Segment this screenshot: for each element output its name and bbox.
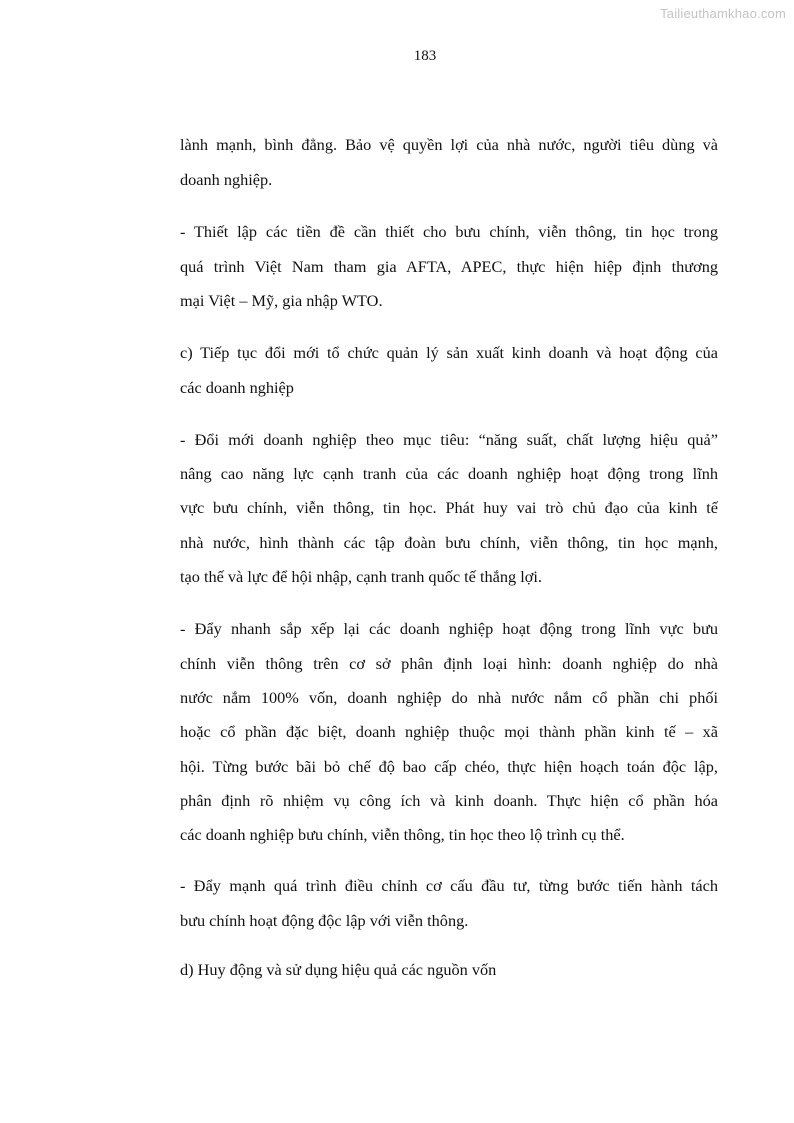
text-line: các doanh nghiệp bưu chính, viễn thông, tin học theo lộ trình cụ thể. bbox=[180, 825, 625, 844]
section-heading-c: c) Tiếp tục đổi mới tổ chức quản lý sản xuất kinh doanh và hoạt động của bbox=[180, 343, 718, 362]
text-line: bưu chính hoạt động độc lập với viễn thông. bbox=[180, 911, 469, 930]
text-line: - Thiết lập các tiền đề cần thiết cho bưu chính, viễn thông, tin học trong bbox=[180, 222, 718, 241]
text-line: nâng cao năng lực cạnh tranh của các doanh nghiệp hoạt động trong lĩnh bbox=[180, 464, 718, 483]
text-line: - Đẩy mạnh quá trình điều chỉnh cơ cấu đầu tư, từng bước tiến hành tách bbox=[180, 876, 718, 895]
text-line: mại Việt – Mỹ, gia nhập WTO. bbox=[180, 291, 383, 310]
text-line: - Đổi mới doanh nghiệp theo mục tiêu: “năng suất, chất lượng hiệu quả” bbox=[180, 430, 718, 449]
section-heading-c: các doanh nghiệp bbox=[180, 378, 294, 397]
text-line: nước nắm 100% vốn, doanh nghiệp do nhà nước nắm cổ phần chi phối bbox=[180, 688, 718, 707]
text-line: - Đẩy nhanh sắp xếp lại các doanh nghiệp hoạt động trong lĩnh vực bưu bbox=[180, 619, 718, 638]
text-line: lành mạnh, bình đẳng. Bảo vệ quyền lợi của nhà nước, người tiêu dùng và bbox=[180, 135, 718, 154]
page-number: 183 bbox=[413, 48, 437, 64]
text-line: nhà nước, hình thành các tập đoàn bưu chính, viễn thông, tin học mạnh, bbox=[180, 533, 718, 552]
text-line: doanh nghiệp. bbox=[180, 170, 273, 189]
watermark: Tailieuthamkhao.com bbox=[660, 6, 786, 21]
text-line: quá trình Việt Nam tham gia AFTA, APEC, thực hiện hiệp định thương bbox=[180, 257, 718, 276]
text-line: hội. Từng bước bãi bỏ chế độ bao cấp chéo, thực hiện hoạch toán độc lập, bbox=[180, 757, 718, 776]
text-line: chính viễn thông trên cơ sở phân định loại hình: doanh nghiệp do nhà bbox=[180, 654, 718, 673]
text-line: vực bưu chính, viễn thông, tin học. Phát huy vai trò chủ đạo của kinh tế bbox=[180, 498, 718, 517]
text-line: hoặc cổ phần đặc biệt, doanh nghiệp thuộc mọi thành phần kinh tế – xã bbox=[180, 722, 718, 741]
text-line: phân định rõ nhiệm vụ công ích và kinh doanh. Thực hiện cổ phần hóa bbox=[180, 791, 718, 810]
text-line: tạo thế và lực để hội nhập, cạnh tranh quốc tế thắng lợi. bbox=[180, 567, 542, 586]
section-heading-d: d) Huy động và sử dụng hiệu quả các nguồn vốn bbox=[180, 960, 497, 979]
